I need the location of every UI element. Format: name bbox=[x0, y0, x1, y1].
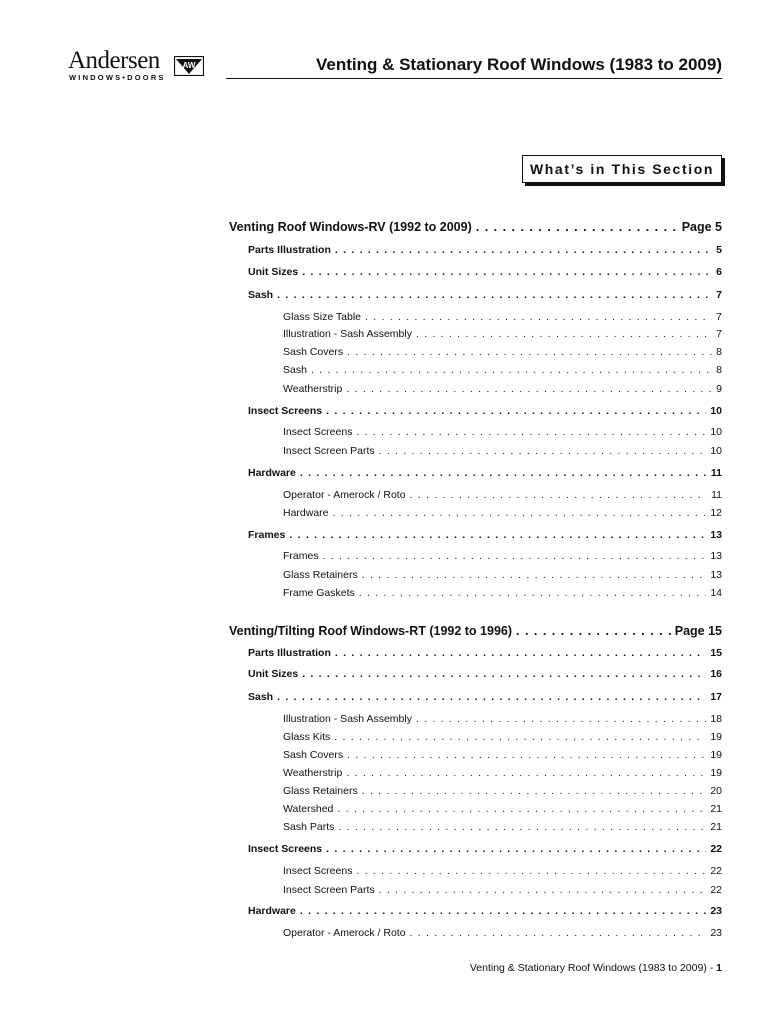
toc-entry-page: 21 bbox=[710, 821, 722, 833]
toc-leader-dots bbox=[347, 749, 706, 761]
toc-entry-page: 13 bbox=[710, 550, 722, 562]
toc-leader-dots bbox=[333, 507, 707, 519]
toc-entry-page: 18 bbox=[710, 713, 722, 725]
toc-entry[interactable] bbox=[283, 426, 722, 438]
toc-leader-dots bbox=[334, 731, 706, 743]
toc-entry[interactable] bbox=[229, 220, 722, 234]
toc-entry-page: 13 bbox=[710, 529, 722, 541]
toc-leader-dots bbox=[346, 383, 712, 395]
toc-entry-page: 10 bbox=[710, 426, 722, 438]
page-title: Venting & Stationary Roof Windows (1983 to 2009) bbox=[315, 55, 722, 74]
toc-entry[interactable] bbox=[248, 905, 722, 917]
toc-leader-dots bbox=[379, 884, 707, 896]
toc-leader-dots bbox=[365, 311, 712, 323]
toc-entry[interactable] bbox=[283, 927, 722, 939]
toc-entry-page: 8 bbox=[716, 346, 722, 358]
toc-leader-dots bbox=[362, 785, 707, 797]
toc-entry-label: Sash Covers bbox=[283, 346, 344, 358]
toc-entry[interactable] bbox=[283, 445, 722, 457]
toc-leader-dots bbox=[277, 691, 706, 703]
toc-entry[interactable] bbox=[283, 767, 722, 779]
toc-entry[interactable] bbox=[283, 569, 722, 581]
toc-entry[interactable] bbox=[283, 364, 722, 376]
toc-entry[interactable] bbox=[283, 383, 722, 395]
section-heading: What’s in This Section bbox=[522, 155, 722, 183]
toc-entry-label: Frames bbox=[283, 550, 319, 562]
toc-leader-dots bbox=[326, 405, 706, 417]
toc-entry-label: Weatherstrip bbox=[283, 383, 343, 395]
toc-entry-label: Sash bbox=[248, 289, 274, 301]
toc-leader-dots bbox=[335, 647, 706, 659]
toc-entry[interactable] bbox=[283, 884, 722, 896]
toc-entry-label: Glass Retainers bbox=[283, 785, 358, 797]
toc-entry-page: 7 bbox=[716, 311, 722, 323]
toc-leader-dots bbox=[356, 426, 706, 438]
toc-leader-dots bbox=[300, 905, 706, 917]
toc-entry-label: Frames bbox=[248, 529, 286, 541]
toc-leader-dots bbox=[379, 445, 707, 457]
toc-entry-label: Sash Covers bbox=[283, 749, 344, 761]
footer-page-number: 1 bbox=[716, 962, 722, 974]
toc-leader-dots bbox=[476, 220, 678, 234]
toc-entry-page: 19 bbox=[710, 731, 722, 743]
toc-entry[interactable] bbox=[283, 587, 722, 599]
toc-leader-dots bbox=[338, 821, 706, 833]
toc-entry-label: Insect Screen Parts bbox=[283, 445, 375, 457]
toc-entry[interactable] bbox=[283, 311, 722, 323]
toc-entry-page: Page 15 bbox=[674, 624, 722, 638]
toc-entry[interactable] bbox=[248, 405, 722, 417]
toc-entry-label: Glass Kits bbox=[283, 731, 331, 743]
toc-entry-label: Venting Roof Windows-RV (1992 to 2009) bbox=[229, 220, 472, 234]
toc-entry-page: 22 bbox=[710, 884, 722, 896]
toc-entry-label: Unit Sizes bbox=[248, 266, 299, 278]
toc-entry-page: 19 bbox=[710, 749, 722, 761]
toc-entry-label: Frame Gaskets bbox=[283, 587, 355, 599]
toc-entry-page: 10 bbox=[710, 445, 722, 457]
toc-entry-label: Watershed bbox=[283, 803, 334, 815]
toc-entry[interactable] bbox=[248, 843, 722, 855]
toc-entry-page: 12 bbox=[710, 507, 722, 519]
toc-entry-page: 6 bbox=[716, 266, 722, 278]
toc-entry-page: 23 bbox=[710, 927, 722, 939]
toc-leader-dots bbox=[356, 865, 706, 877]
toc-leader-dots bbox=[410, 927, 707, 939]
toc-leader-dots bbox=[337, 803, 706, 815]
toc-entry-page: 16 bbox=[710, 668, 722, 680]
toc-leader-dots bbox=[362, 569, 707, 581]
header-rule bbox=[226, 78, 722, 79]
toc-leader-dots bbox=[359, 587, 707, 599]
brand-subtitle: WINDOWS•DOORS bbox=[69, 73, 166, 82]
toc-entry-page: 10 bbox=[710, 405, 722, 417]
toc-entry[interactable] bbox=[283, 489, 722, 501]
brand-logo bbox=[68, 48, 218, 84]
toc-entry-page: 11 bbox=[711, 489, 722, 501]
toc-entry-page: 23 bbox=[710, 905, 722, 917]
toc-entry[interactable] bbox=[283, 731, 722, 743]
toc-entry-label: Hardware bbox=[283, 507, 329, 519]
toc-entry[interactable] bbox=[248, 266, 722, 278]
toc-entry-page: 7 bbox=[716, 289, 722, 301]
toc-entry-page: 22 bbox=[710, 843, 722, 855]
toc-entry-label: Sash bbox=[283, 364, 307, 376]
toc-entry[interactable] bbox=[248, 691, 722, 703]
toc-leader-dots bbox=[347, 346, 712, 358]
toc-entry-label: Insect Screens bbox=[248, 405, 323, 417]
toc-entry-label: Glass Size Table bbox=[283, 311, 362, 323]
toc-entry-page: 17 bbox=[710, 691, 722, 703]
toc-leader-dots bbox=[346, 767, 706, 779]
toc-entry-page: 9 bbox=[716, 383, 722, 395]
toc-entry[interactable] bbox=[248, 668, 722, 680]
toc-entry[interactable] bbox=[283, 749, 722, 761]
toc-entry-label: Parts Illustration bbox=[248, 244, 331, 256]
toc-entry[interactable] bbox=[248, 289, 722, 301]
toc-entry-label: Insect Screens bbox=[283, 426, 353, 438]
toc-entry-page: 19 bbox=[710, 767, 722, 779]
toc-entry-label: Unit Sizes bbox=[248, 668, 299, 680]
toc-entry-label: Weatherstrip bbox=[283, 767, 343, 779]
toc-leader-dots bbox=[323, 550, 707, 562]
toc-entry-label: Hardware bbox=[248, 467, 296, 479]
toc-entry-label: Glass Retainers bbox=[283, 569, 358, 581]
toc-entry[interactable] bbox=[283, 328, 722, 340]
toc-entry-page: 7 bbox=[716, 328, 722, 340]
toc-entry-page: 5 bbox=[716, 244, 722, 256]
toc-entry[interactable] bbox=[229, 624, 722, 638]
footer-text: Venting & Stationary Roof Windows (1983 to 2009) - bbox=[469, 962, 717, 974]
toc-entry-page: 20 bbox=[710, 785, 722, 797]
toc-entry-label: Hardware bbox=[248, 905, 296, 917]
andersen-badge-icon bbox=[174, 56, 204, 76]
toc-leader-dots bbox=[410, 489, 708, 501]
toc-leader-dots bbox=[277, 289, 712, 301]
toc-entry-label: Sash bbox=[248, 691, 274, 703]
toc-entry-page: 11 bbox=[710, 467, 722, 479]
toc-leader-dots bbox=[326, 843, 706, 855]
page-footer bbox=[470, 962, 722, 974]
toc-leader-dots bbox=[335, 244, 712, 256]
toc-entry-label: Operator - Amerock / Roto bbox=[283, 489, 406, 501]
toc-leader-dots bbox=[302, 668, 706, 680]
toc-entry[interactable] bbox=[248, 647, 722, 659]
toc-entry[interactable] bbox=[283, 803, 722, 815]
toc-entry-label: Insect Screens bbox=[248, 843, 323, 855]
toc-entry[interactable] bbox=[283, 713, 722, 725]
brand-name: Andersen bbox=[68, 47, 160, 74]
toc-leader-dots bbox=[416, 713, 706, 725]
toc-entry[interactable] bbox=[248, 529, 722, 541]
toc-entry-page: 13 bbox=[710, 569, 722, 581]
toc-entry-label: Illustration - Sash Assembly bbox=[283, 713, 412, 725]
toc-leader-dots bbox=[516, 624, 671, 638]
toc-entry[interactable] bbox=[283, 550, 722, 562]
toc-entry-label: Illustration - Sash Assembly bbox=[283, 328, 412, 340]
toc-leader-dots bbox=[302, 266, 712, 278]
toc-entry[interactable] bbox=[283, 507, 722, 519]
toc-entry-page: 21 bbox=[710, 803, 722, 815]
toc-entry-page: 22 bbox=[710, 865, 722, 877]
toc-entry-label: Sash Parts bbox=[283, 821, 335, 833]
toc-entry-label: Insect Screens bbox=[283, 865, 353, 877]
badge-text: AW bbox=[182, 61, 196, 70]
toc-entry-label: Parts Illustration bbox=[248, 647, 331, 659]
toc-leader-dots bbox=[416, 328, 712, 340]
toc-entry-page: 14 bbox=[710, 587, 722, 599]
toc-leader-dots bbox=[289, 529, 706, 541]
toc-entry-page: 15 bbox=[710, 647, 722, 659]
toc-entry[interactable] bbox=[283, 821, 722, 833]
toc-entry-page: Page 5 bbox=[681, 220, 722, 234]
toc-entry[interactable] bbox=[248, 244, 722, 256]
toc-entry[interactable] bbox=[283, 865, 722, 877]
toc-entry-label: Venting/Tilting Roof Windows-RT (1992 to 1996) bbox=[229, 624, 513, 638]
toc-entry[interactable] bbox=[283, 785, 722, 797]
toc-leader-dots bbox=[300, 467, 707, 479]
toc-entry[interactable] bbox=[248, 467, 722, 479]
toc-entry-page: 8 bbox=[716, 364, 722, 376]
toc-entry-label: Operator - Amerock / Roto bbox=[283, 927, 406, 939]
toc-entry[interactable] bbox=[283, 346, 722, 358]
toc-entry-label: Insect Screen Parts bbox=[283, 884, 375, 896]
toc-leader-dots bbox=[311, 364, 712, 376]
